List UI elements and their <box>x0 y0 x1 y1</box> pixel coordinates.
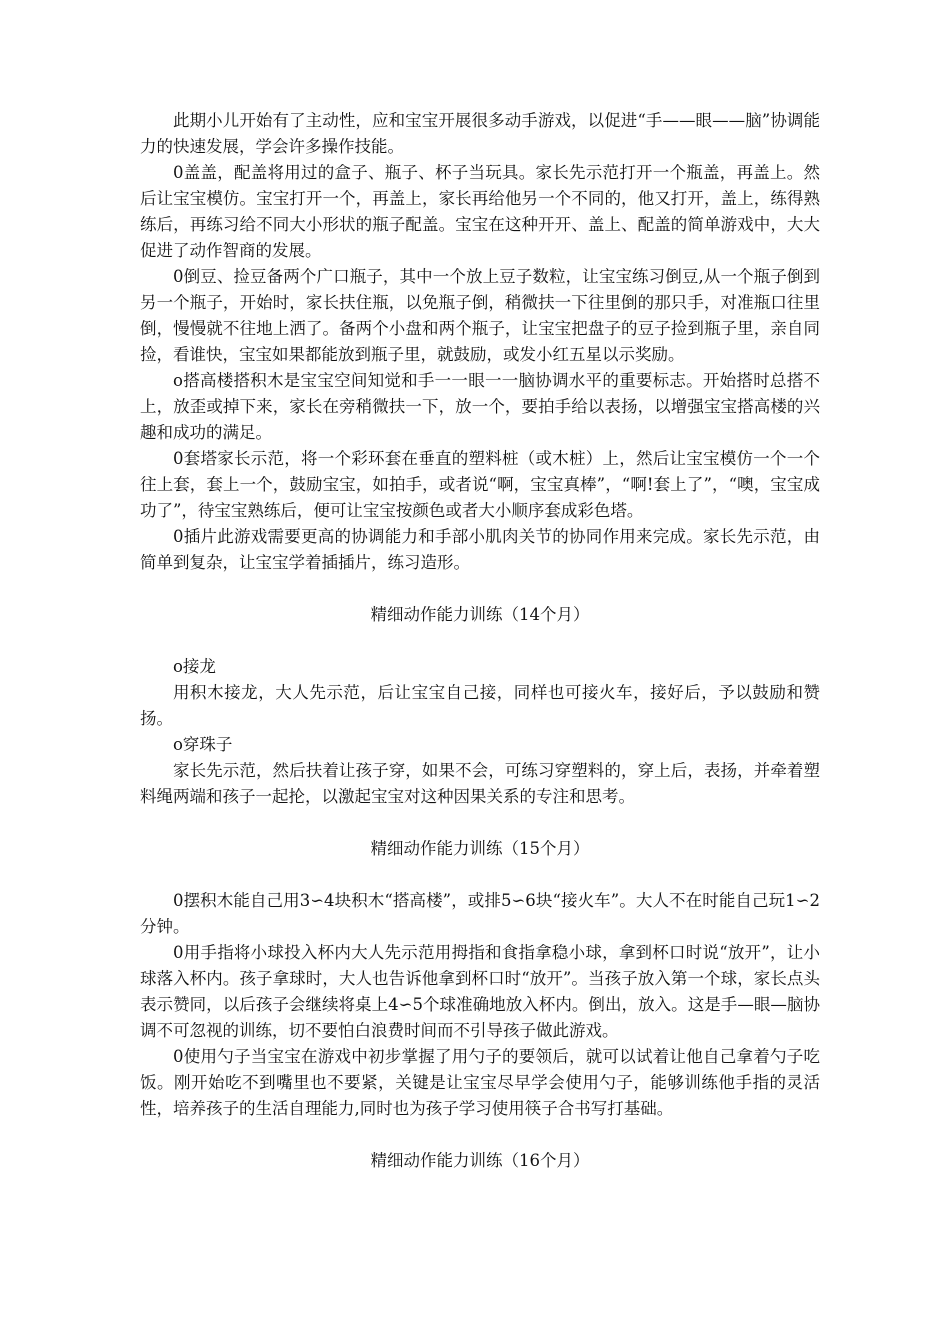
activity-paragraph-tower: o搭高楼搭积木是宝宝空间知觉和手一一眼一一脑协调水平的重要标志。开始搭时总搭不上，放歪或掉下来，家长在旁稍微扶一下，放一个，要拍手给以表扬，以增强宝宝搭高楼的兴趣和成功的满足。 <box>140 371 820 442</box>
activity-paragraph-blocks: 0摆积木能自己用3∽4块积木“搭高楼”，或排5∽6块“接火车”。大人不在时能自己玩1∽2分钟。 <box>140 891 820 936</box>
activity-paragraph-rings: 0套塔家长示范，将一个彩环套在垂直的塑料桩（或木桩）上，然后让宝宝模仿一个一个往上套，套上一个，鼓励宝宝，如拍手，或者说“啊，宝宝真棒”，“啊!套上了”，“噢，宝宝成功了”，待宝宝熟练后，便可让宝宝按颜色或者大小顺序套成彩色塔。 <box>140 449 820 520</box>
intro-paragraph: 此期小儿开始有了主动性，应和宝宝开展很多动手游戏，以促进“手——眼——脑”协调能力的快速发展，学会许多操作技能。 <box>140 111 820 156</box>
activity-paragraph-ball-cup: 0用手指将小球投入杯内大人先示范用拇指和食指拿稳小球，拿到杯口时说“放开”，让小球落入杯内。孩子拿球时，大人也告诉他拿到杯口时“放开”。当孩子放入第一个球，家长点头表示赞同，以后孩子会继续将桌上4∽5个球准确地放入杯内。倒出，放入。这是手—眼—脑协调不可忽视的训练，切不要怕白浪费时间而不引导孩子做此游戏。 <box>140 943 820 1040</box>
section-heading-16-months: 精细动作能力训练（16个月） <box>370 1151 590 1170</box>
activity-title-dragon: o接龙 <box>173 657 216 676</box>
activity-paragraph-spoon: 0使用勺子当宝宝在游戏中初步掌握了用勺子的要领后，就可以试着让他自己拿着勺子吃饭。刚开始吃不到嘴里也不要紧，关键是让宝宝尽早学会使用勺子，能够训练他手指的灵活性，培养孩子的生活自理能力,同时也为孩子学习使用筷子合书写打基础。 <box>140 1047 820 1118</box>
activity-body-beads: 家长先示范，然后扶着让孩子穿，如果不会，可练习穿塑料的，穿上后，表扬，并牵着塑料绳两端和孩子一起抡，以激起宝宝对这种因果关系的专注和思考。 <box>140 761 820 806</box>
activity-paragraph-inserts: 0插片此游戏需要更高的协调能力和手部小肌肉关节的协同作用来完成。家长先示范，由简单到复杂，让宝宝学着插插片，练习造形。 <box>140 527 820 572</box>
activity-paragraph-beans: 0倒豆、捡豆备两个广口瓶子，其中一个放上豆子数粒，让宝宝练习倒豆,从一个瓶子倒到另一个瓶子，开始时，家长扶住瓶，以免瓶子倒，稍微扶一下往里倒的那只手，对准瓶口往里倒，慢慢就不往地上洒了。备两个小盘和两个瓶子，让宝宝把盘子的豆子捡到瓶子里，亲自同捡，看谁快，宝宝如果都能放到瓶子里，就鼓励，或发小红五星以示奖励。 <box>140 267 820 364</box>
activity-title-beads: o穿珠子 <box>173 735 233 754</box>
document-page <box>140 108 820 1174</box>
section-heading-14-months: 精细动作能力训练（14个月） <box>370 605 590 624</box>
activity-paragraph-lid: 0盖盖，配盖将用过的盒子、瓶子、杯子当玩具。家长先示范打开一个瓶盖，再盖上。然后让宝宝模仿。宝宝打开一个，再盖上，家长再给他另一个不同的，他又打开，盖上，练得熟练后，再练习给不同大小形状的瓶子配盖。宝宝在这种开开、盖上、配盖的简单游戏中，大大促进了动作智商的发展。 <box>140 163 820 260</box>
activity-body-dragon: 用积木接龙，大人先示范，后让宝宝自己接，同样也可接火车，接好后，予以鼓励和赞扬。 <box>140 683 820 728</box>
section-heading-15-months: 精细动作能力训练（15个月） <box>370 839 590 858</box>
